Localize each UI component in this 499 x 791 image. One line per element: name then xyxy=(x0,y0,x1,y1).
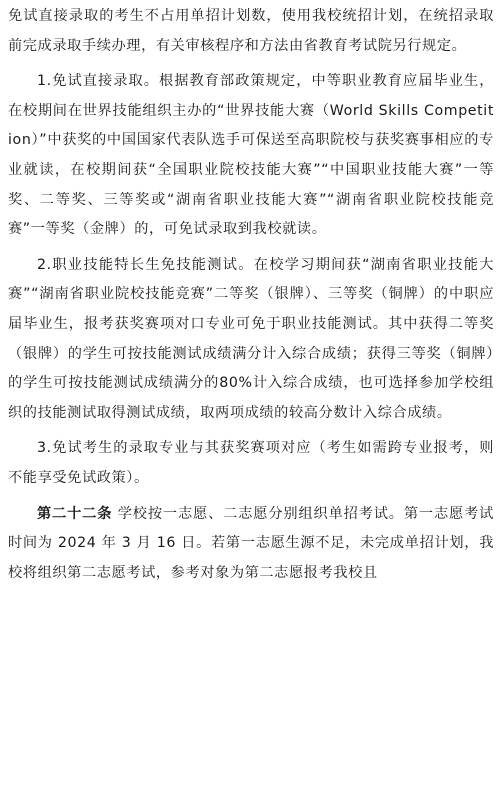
paragraph-intro: 免试直接录取的考生不占用单招计划数，使用我校统招计划，在统招录取前完成录取手续办理，有关审核程序和方法由省教育考试院另行规定。 xyxy=(8,8,494,54)
paragraph-item-2: 2.职业技能特长生免技能测试。在校学习期间获“湖南省职业技能大赛”“湖南省职业院校技能竞赛”二等奖（银牌）、三等奖（铜牌）的中职应届毕业生，报考获奖赛项对口专业可免于职业技能测试。其中获得二等奖（银牌）的学生可按技能测试成绩满分计入综合成绩；获得三等奖（铜牌）的学生可按技能测试成绩满分的80%计入综合成绩，也可选择参加学校组织的技能测试取得测试成绩，取两项成绩的较高分数计入综合成绩。 xyxy=(8,256,494,421)
document-body xyxy=(8,2,494,588)
article-number: 第二十二条 xyxy=(37,505,113,522)
paragraph-item-1: 1.免试直接录取。根据教育部政策规定，中等职业教育应届毕业生，在校期间在世界技能组织主办的“世界技能大赛（World Skills Competition）”中获奖的中国国家代表队选手可保送至高职院校与获奖赛事相应的专业就读，在校期间获“全国职业院校技能大赛”“中国职业技能大赛”一等奖、二等奖、三等奖或“湖南省职业技能大赛”“湖南省职业院校技能竞赛”一等奖（金牌）的，可免试录取到我校就读。 xyxy=(8,73,494,238)
paragraph-item-3: 3.免试考生的录取专业与其获奖赛项对应（考生如需跨专业报考，则不能享受免试政策）。 xyxy=(8,440,494,486)
paragraph-article-22 xyxy=(8,500,494,589)
article-text: 学校按一志愿、二志愿分别组织单招考试。第一志愿考试时间为 2024 年 3 月 16 日。若第一志愿生源不足，未完成单招计划，我校将组织第二志愿考试，参考对象为第二志愿报考我校且 xyxy=(8,505,494,581)
